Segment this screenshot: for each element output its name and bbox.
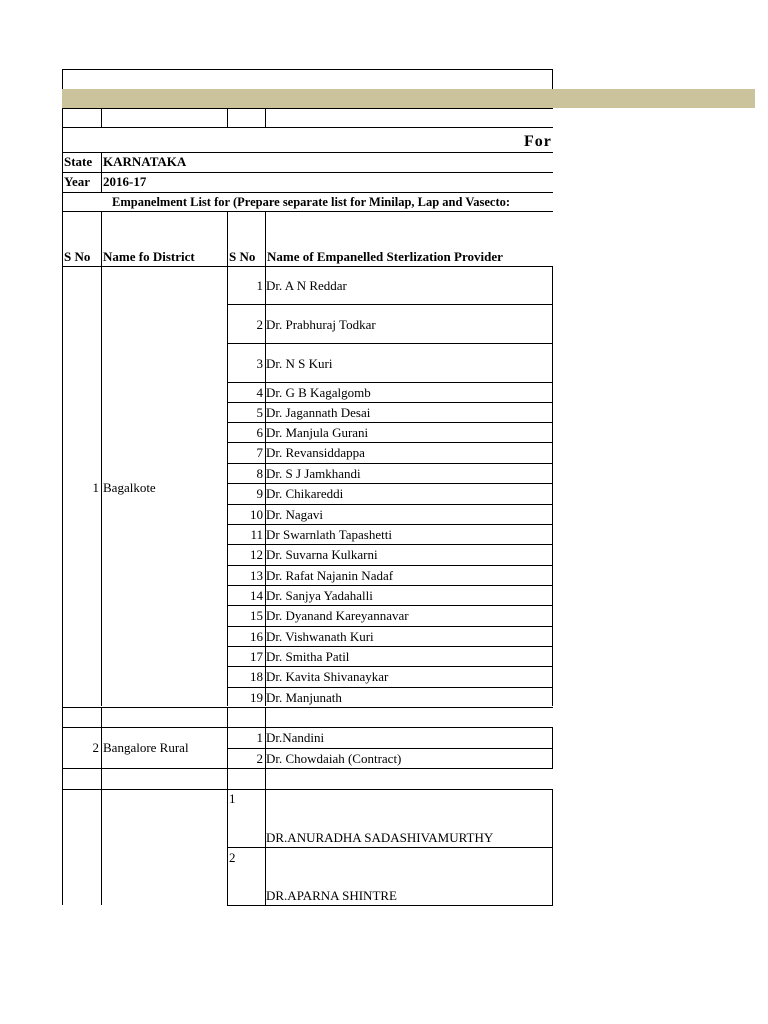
provider-name: Dr.Nandini — [266, 730, 325, 745]
provider-name: Dr. Nagavi — [266, 507, 324, 522]
provider-sno: 11 — [250, 527, 263, 542]
provider-sno: 4 — [256, 385, 263, 400]
provider-name: Dr. Vishwanath Kuri — [266, 629, 374, 644]
provider-sno: 19 — [250, 690, 263, 705]
provider-sno: 7 — [256, 445, 263, 460]
provider-sno: 3 — [256, 356, 263, 371]
provider-name: Dr. Suvarna Kulkarni — [266, 547, 378, 562]
provider-sno: 12 — [250, 547, 263, 562]
provider-name: Dr. N S Kuri — [266, 356, 333, 371]
state-value: KARNATAKA — [103, 154, 187, 169]
year-label: Year — [64, 174, 90, 189]
header-band — [62, 89, 755, 108]
district-sno: 2 — [92, 740, 99, 755]
list-heading: Empanelment List for (Prepare separate list for Minilap, Lap and Vasecto: — [112, 195, 511, 209]
district-name: Bangalore Rural — [103, 740, 189, 755]
provider-sno: 14 — [250, 588, 263, 603]
provider-name: DR.APARNA SHINTRE — [266, 888, 397, 903]
district-name: Bagalkote — [103, 480, 156, 495]
col-header-sno: S No — [64, 249, 91, 264]
provider-sno: 15 — [250, 608, 263, 623]
provider-sno: 10 — [250, 507, 263, 522]
provider-sno: 1 — [256, 278, 263, 293]
year-value: 2016-17 — [103, 174, 147, 189]
provider-sno: 2 — [256, 317, 263, 332]
provider-name: Dr. A N Reddar — [266, 278, 347, 293]
provider-sno: 5 — [256, 405, 263, 420]
provider-sno: 9 — [256, 486, 263, 501]
col-header-provider: Name of Empanelled Sterlization Provider — [267, 249, 503, 264]
provider-sno: 6 — [256, 425, 263, 440]
state-label: State — [64, 154, 93, 169]
district-sno: 1 — [92, 480, 99, 495]
provider-name: Dr. G B Kagalgomb — [266, 385, 371, 400]
provider-name: DR.ANURADHA SADASHIVAMURTHY — [266, 830, 494, 845]
provider-sno: 17 — [250, 649, 263, 664]
col-header-sno2: S No — [229, 249, 256, 264]
provider-name: Dr. Revansiddappa — [266, 445, 365, 460]
provider-name: Dr. Dyanand Kareyannavar — [266, 608, 409, 623]
provider-name: Dr. Manjula Gurani — [266, 425, 369, 440]
provider-sno: 2 — [229, 850, 236, 865]
provider-sno: 16 — [250, 629, 263, 644]
provider-name: Dr. Kavita Shivanaykar — [266, 669, 389, 684]
form-title: For — [524, 133, 552, 150]
col-header-district: Name fo District — [103, 249, 195, 264]
provider-sno: 1 — [229, 791, 236, 806]
provider-name: Dr. S J Jamkhandi — [266, 466, 361, 481]
provider-sno: 13 — [250, 568, 263, 583]
provider-name: Dr. Chowdaiah (Contract) — [266, 751, 402, 766]
provider-sno: 8 — [256, 466, 263, 481]
provider-sno: 18 — [250, 669, 263, 684]
provider-name: Dr. Smitha Patil — [266, 649, 350, 664]
provider-name: Dr Swarnlath Tapashetti — [266, 527, 392, 542]
provider-sno: 1 — [256, 730, 263, 745]
provider-sno: 2 — [256, 751, 263, 766]
provider-name: Dr. Rafat Najanin Nadaf — [266, 568, 394, 583]
provider-name: Dr. Prabhuraj Todkar — [266, 317, 376, 332]
provider-name: Dr. Sanjya Yadahalli — [266, 588, 373, 603]
provider-name: Dr. Manjunath — [266, 690, 342, 705]
provider-name: Dr. Jagannath Desai — [266, 405, 371, 420]
provider-name: Dr. Chikareddi — [266, 486, 344, 501]
